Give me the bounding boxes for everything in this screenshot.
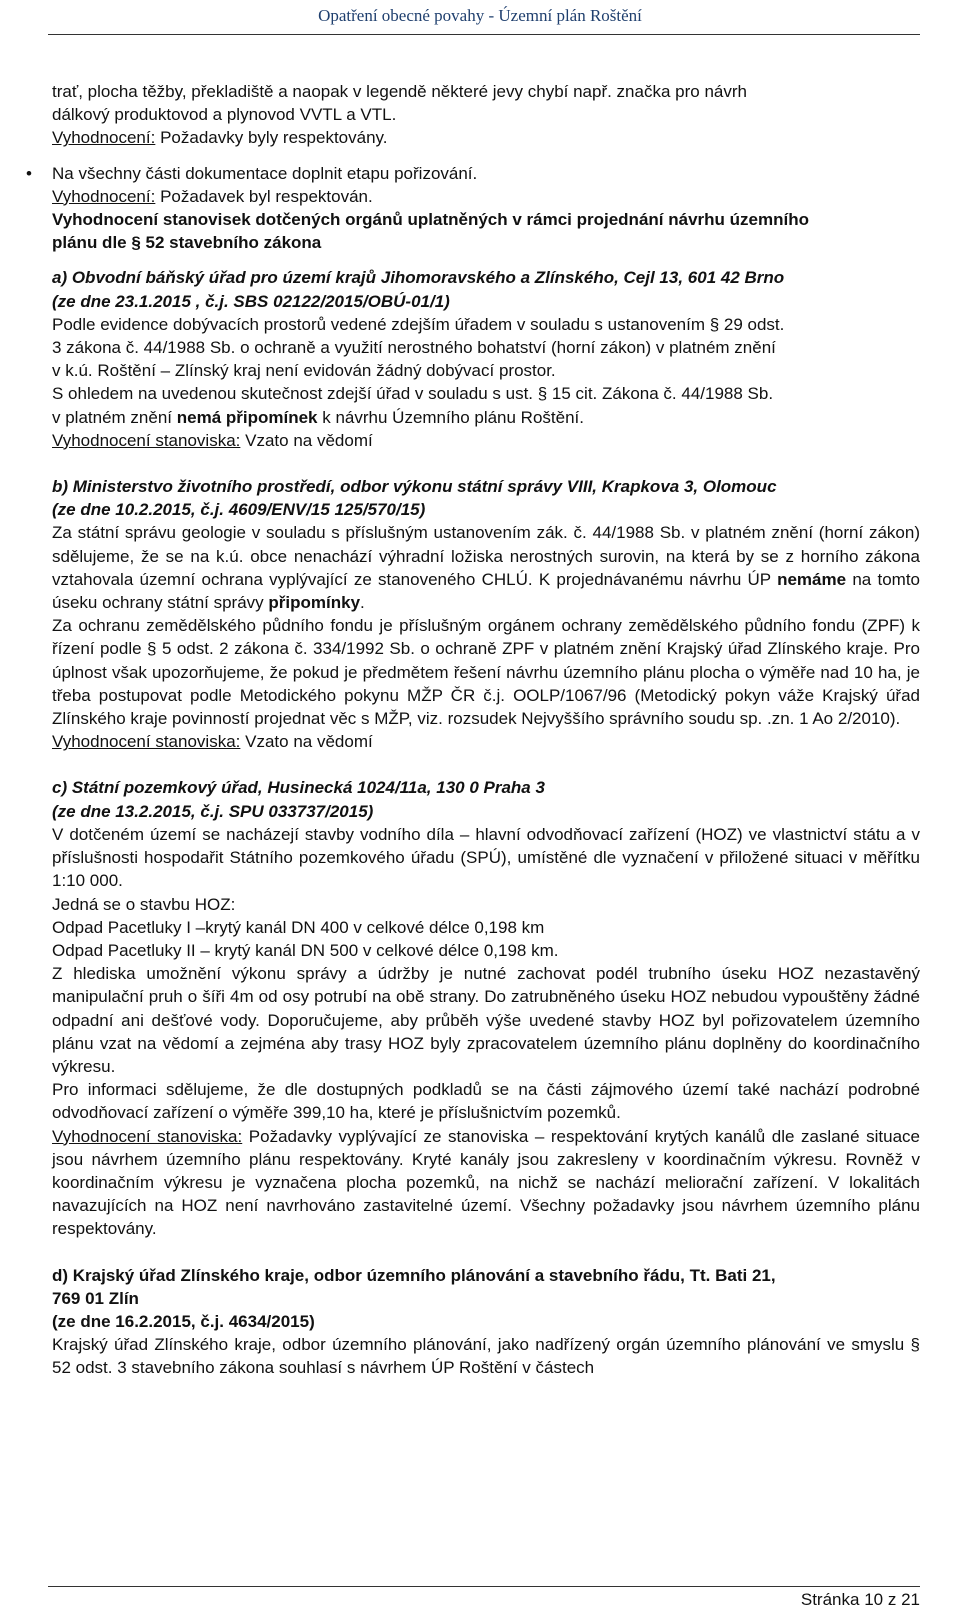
evaluation-label: Vyhodnocení stanoviska: [52,1126,243,1146]
footer-page-number: 10 [864,1590,884,1609]
c-evaluation [52,1125,920,1241]
c-heading-line-2: (ze dne 13.2.2015, č.j. SPU 033737/2015) [52,801,374,821]
b-bold-text: připomínky [268,593,361,613]
bullet-evaluation [52,185,920,208]
a-heading-line-2: (ze dne 23.1.2015 , č.j. SBS 02122/2015/OBÚ-01/1) [52,291,450,311]
c-paragraph-1: V dotčeném území se nacházejí stavby vodního díla – hlavní odvodňovací zařízení (HOZ) ve vlastnictví státu a v příslušnosti hospodařit Státního pozemkového úřadu (SPÚ), umístěné dle vyznačení v přiložené situaci v měřítku 1:10 000. [52,824,920,891]
a-text: k návrhu Územního plánu Roštění. [317,407,584,427]
a-paragraph-line: Podle evidence dobývacích prostorů vedené zdejším úřadem v souladu s ustanovením § 29 odst. [52,314,785,334]
intro-line-1: trať, plocha těžby, překladiště a naopak v legendě některé jevy chybí např. značka pro návrh [52,82,747,101]
page-footer [801,1590,920,1610]
evaluation-text: Vzato na vědomí [245,430,373,450]
section-b [52,475,920,753]
footer-total-pages: 21 [901,1590,920,1609]
c-paragraph-5: Z hlediska umožnění výkonu správy a údržby je nutné zachovat podél trubního úseku HOZ nezastavěný manipulační pruh o šíři 4m od osy potrubí na obě strany. Do zatrubněného úseku HOZ nebudou vypouštěny žádné odpadní ani dešťové vody. Doporučujeme, aby průběh výše uvedené stavby HOZ byl pořizovatelem územního plánu vzat na vědomí a zejména aby trasy HOZ byly zpracovatelem územního plánu doplněny do koordinačního výkresu. [52,964,920,1076]
evaluation-text: Požadavek byl respektován. [160,186,373,206]
c-paragraph-3: Odpad Pacetluky I –krytý kanál DN 400 v celkové délce 0,198 km [52,917,545,937]
footer-divider [48,1586,920,1587]
footer-of: z [887,1590,897,1609]
d-heading-line-1: d) Krajský úřad Zlínského kraje, odbor územního plánování a stavebního řádu, Tt. Bati 21, [52,1265,776,1285]
d-paragraph-1: Krajský úřad Zlínského kraje, odbor územního plánování, jako nadřízený orgán územního plánování ve smyslu § 52 odst. 3 stavebního zákona souhlasí s návrhem ÚP Roštění v částech [52,1335,920,1378]
b-bold-text: nemáme [777,569,847,589]
b-text: . [360,593,365,613]
evaluation-label: Vyhodnocení stanoviska: [52,430,241,450]
evaluation-label: Vyhodnocení stanoviska: [52,732,241,752]
d-heading-line-3: (ze dne 16.2.2015, č.j. 4634/2015) [52,1311,315,1331]
page-header-title: Opatření obecné povahy - Územní plán Roštění [318,6,642,25]
c-paragraph-2: Jedná se o stavbu HOZ: [52,894,236,914]
a-paragraph-line: 3 zákona č. 44/1988 Sb. o ochraně a využití nerostného bohatství (horní zákon) v platném znění [52,338,776,358]
intro-evaluation [52,126,920,149]
section-heading-line-1: Vyhodnocení stanovisek dotčených orgánů uplatněných v rámci projednání návrhu územního [52,210,809,230]
c-heading-line-1: c) Státní pozemkový úřad, Husinecká 1024/11a, 130 0 Praha 3 [52,778,545,798]
b-paragraph-2: Za ochranu zemědělského půdního fondu je příslušným orgánem ochrany zemědělského půdního fondu (ZPF) k řízení podle § 5 odst. 2 zákona č. 334/1992 Sb. o ochraně ZPF v platném znění Krajský úřad Zlínského kraje. Pro úplnost však upozorňujeme, že pokud je předmětem řešení návrhu územního plánu plocha o výměře nad 10 ha, je třeba postupovat podle Metodického pokynu MŽP ČR č.j. OOLP/1067/96 (Metodický pokyn váže Krajský úřad Zlínského kraje povinností projednat věc s MŽP, viz. rozsudek Nejvyššího správního soudu sp. .zn. 1 Ao 2/2010). [52,616,920,729]
b-text: na tomto úseku ochrany státní správy [52,569,920,613]
intro-line-2: dálkový produktovod a plynovod VVTL a VTL. [52,105,397,125]
a-heading-line-1: a) Obvodní báňský úřad pro území krajů Jihomoravského a Zlínského, Cejl 13, 601 42 Brno [52,268,785,288]
a-paragraph-line: S ohledem na uvedenou skutečnost zdejší úřad v souladu s ust. § 15 cit. Zákona č. 44/1988 Sb. [52,384,774,404]
c-paragraph-6: Pro informaci sdělujeme, že dle dostupných podkladů se na části zájmového území také nachází podrobné odvodňovací zařízení o výměře 399,10 ha, které je příslušnictvím pozemků. [52,1080,920,1123]
bullet-dot-icon: • [26,163,32,183]
a-paragraph-line [52,406,920,429]
a-bold-text: nemá připomínek [176,407,318,427]
b-heading-line-2: (ze dne 10.2.2015, č.j. 4609/ENV/15 125/570/15) [52,500,426,520]
evaluation-label: Vyhodnocení: [52,186,156,206]
b-paragraph-1 [52,521,920,614]
a-paragraph-line: v k.ú. Roštění – Zlínský kraj není evidován žádný dobývací prostor. [52,361,556,381]
bullet-text: Na všechny části dokumentace doplnit etapu pořizování. [52,163,478,183]
a-text: v platném znění [52,407,177,427]
evaluation-text: Požadavky vyplývající ze stanoviska – respektování krytých kanálů dle zaslané situace jsou návrhem územního plánu respektovány. Kryté kanály jsou zakresleny v koordinačním výkresu. Rovněž v koordinačním výkresu je vyznačena plocha pozemků, na nichž se nachází meliorační zařízení. V lokalitách navazujících na HOZ není navrhováno zastavitelné území. Všechny požadavky jsou návrhem územního plánu respektovány. [52,1126,920,1239]
b-evaluation [52,730,920,753]
b-text: Za státní správu geologie v souladu s příslušným ustanovením zák. č. 44/1988 Sb. v platném znění (horní zákon) sdělujeme, že se na k.ú. obce nenachází výhradní ložiska nerostných surovin, na která by se z horního zákona vztahovala územní ochrana vyplývající ze stanoveného CHLÚ. K projednávanému návrhu ÚP [52,523,920,589]
header-divider [48,34,920,35]
c-paragraph-4: Odpad Pacetluky II – krytý kanál DN 500 v celkové délce 0,198 km. [52,940,559,960]
evaluation-text: Požadavky byly respektovány. [160,128,388,148]
section-heading-line-2: plánu dle § 52 stavebního zákona [52,233,322,253]
b-heading-line-1: b) Ministerstvo životního prostředí, odbor výkonu státní správy VIII, Krapkova 3, Olomouc [52,477,777,497]
d-heading-line-2: 769 01 Zlín [52,1288,139,1308]
evaluation-text: Vzato na vědomí [245,732,373,752]
document-body [26,80,920,1380]
bullet-item [26,162,920,185]
a-evaluation [52,429,920,452]
footer-prefix: Stránka [800,1590,860,1609]
evaluation-label: Vyhodnocení: [52,128,156,148]
